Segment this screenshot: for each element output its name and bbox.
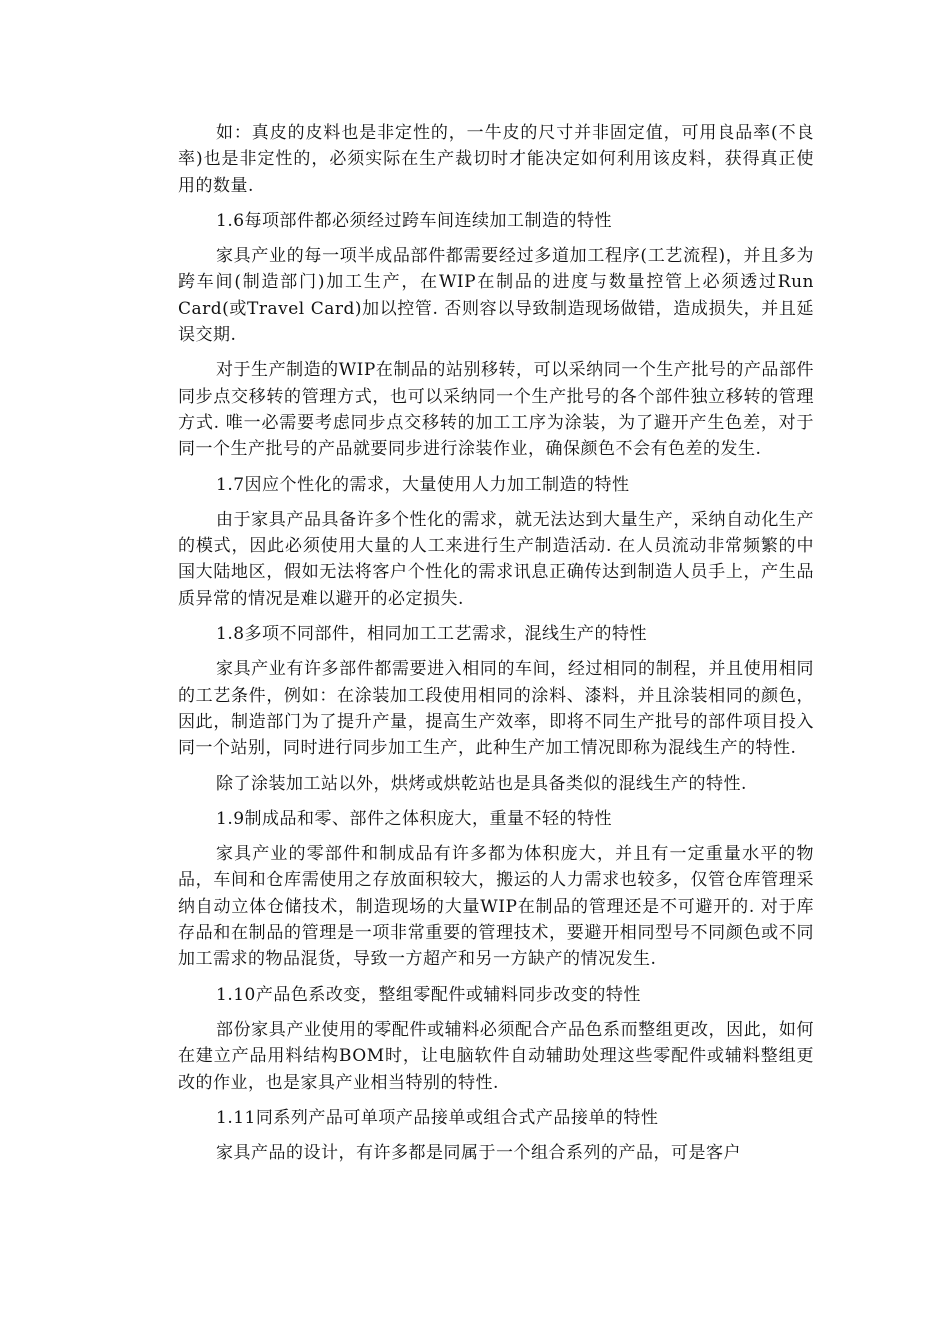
paragraph-leather-example: 如：真皮的皮料也是非定性的，一牛皮的尺寸并非固定值，可用良品率(不良率)也是非定性的，必须实际在生产裁切时才能决定如何利用该皮料，获得真正使用的数量.	[178, 123, 814, 196]
paragraph-bulky-items: 家具产业的零部件和制成品有许多都为体积庞大，并且有一定重量水平的物品，车间和仓库需使用之存放面积较大，搬运的人力需求也较多，仅管仓库管理采纳自动立体仓储技术，制造现场的大量WIP在制品的管理还是不可避开的. 对于库存品和在制品的管理是一项非常重要的管理技术，要避开相同型号不同颜色或不同加工需求的物品混货，导致一方超产和另一方缺产的情况发生.	[178, 844, 814, 970]
section-heading-1-7: 1.7因应个性化的需求，大量使用人力加工制造的特性	[216, 474, 630, 495]
document-page	[178, 120, 814, 1175]
paragraph-series-orders: 家具产品的设计，有许多都是同属于一个组合系列的产品，可是客户	[216, 1143, 741, 1164]
section-heading-1-9: 1.9制成品和零、部件之体积庞大，重量不轻的特性	[216, 808, 613, 829]
paragraph-run-card: 家具产业的每一项半成品部件都需要经过多道加工程序(工艺流程)，并且多为跨车间(制造部门)加工生产，在WIP在制品的进度与数量控管上必须透过Run Card(或Travel Card)加以控管. 否则容以导致制造现场做错，造成损失，并且延误交期.	[178, 246, 814, 346]
paragraph-color-bom: 部份家具产业使用的零配件或辅料必须配合产品色系而整组更改，因此，如何在建立产品用料结构BOM时，让电脑软件自动辅助处理这些零配件或辅料整组更改的作业，也是家具产业相当特别的特性.	[178, 1019, 814, 1093]
paragraph-wip-transfer: 对于生产制造的WIP在制品的站别移转，可以采纳同一个生产批号的产品部件同步点交移转的管理方式，也可以采纳同一个生产批号的各个部件独立移转的管理方式. 唯一必需要考虑同步点交移转的加工工序为涂装，为了避开产生色差，对于同一个生产批号的产品就要同步进行涂装作业，确保颜色不会有色差的发生.	[178, 360, 814, 460]
paragraph-mixed-line: 家具产业有许多部件都需要进入相同的车间，经过相同的制程，并且使用相同的工艺条件，例如：在涂装加工段使用相同的涂料、漆料，并且涂装相同的颜色，因此，制造部门为了提升产量，提高生产效率，即将不同生产批号的部件项目投入同一个站别，同时进行同步加工生产，此种生产加工情况即称为混线生产的特性.	[178, 659, 814, 759]
paragraph-personalization: 由于家具产品具备许多个性化的需求，就无法达到大量生产，采纳自动化生产的模式，因此必须使用大量的人工来进行生产制造活动. 在人员流动非常频繁的中国大陆地区，假如无法将客户个性化的需求讯息正确传达到制造人员手上，产生品质异常的情况是难以避开的必定损失.	[178, 509, 814, 609]
paragraph-baking-station: 除了涂装加工站以外，烘烤或烘乾站也是具备类似的混线生产的特性.	[216, 773, 747, 794]
section-heading-1-6: 1.6每项部件都必须经过跨车间连续加工制造的特性	[216, 210, 613, 231]
section-heading-1-11: 1.11同系列产品可单项产品接单或组合式产品接单的特性	[216, 1107, 659, 1128]
section-heading-1-8: 1.8多项不同部件，相同加工工艺需求，混线生产的特性	[216, 624, 648, 645]
section-heading-1-10: 1.10产品色系改变，整组零配件或辅料同步改变的特性	[216, 984, 641, 1005]
